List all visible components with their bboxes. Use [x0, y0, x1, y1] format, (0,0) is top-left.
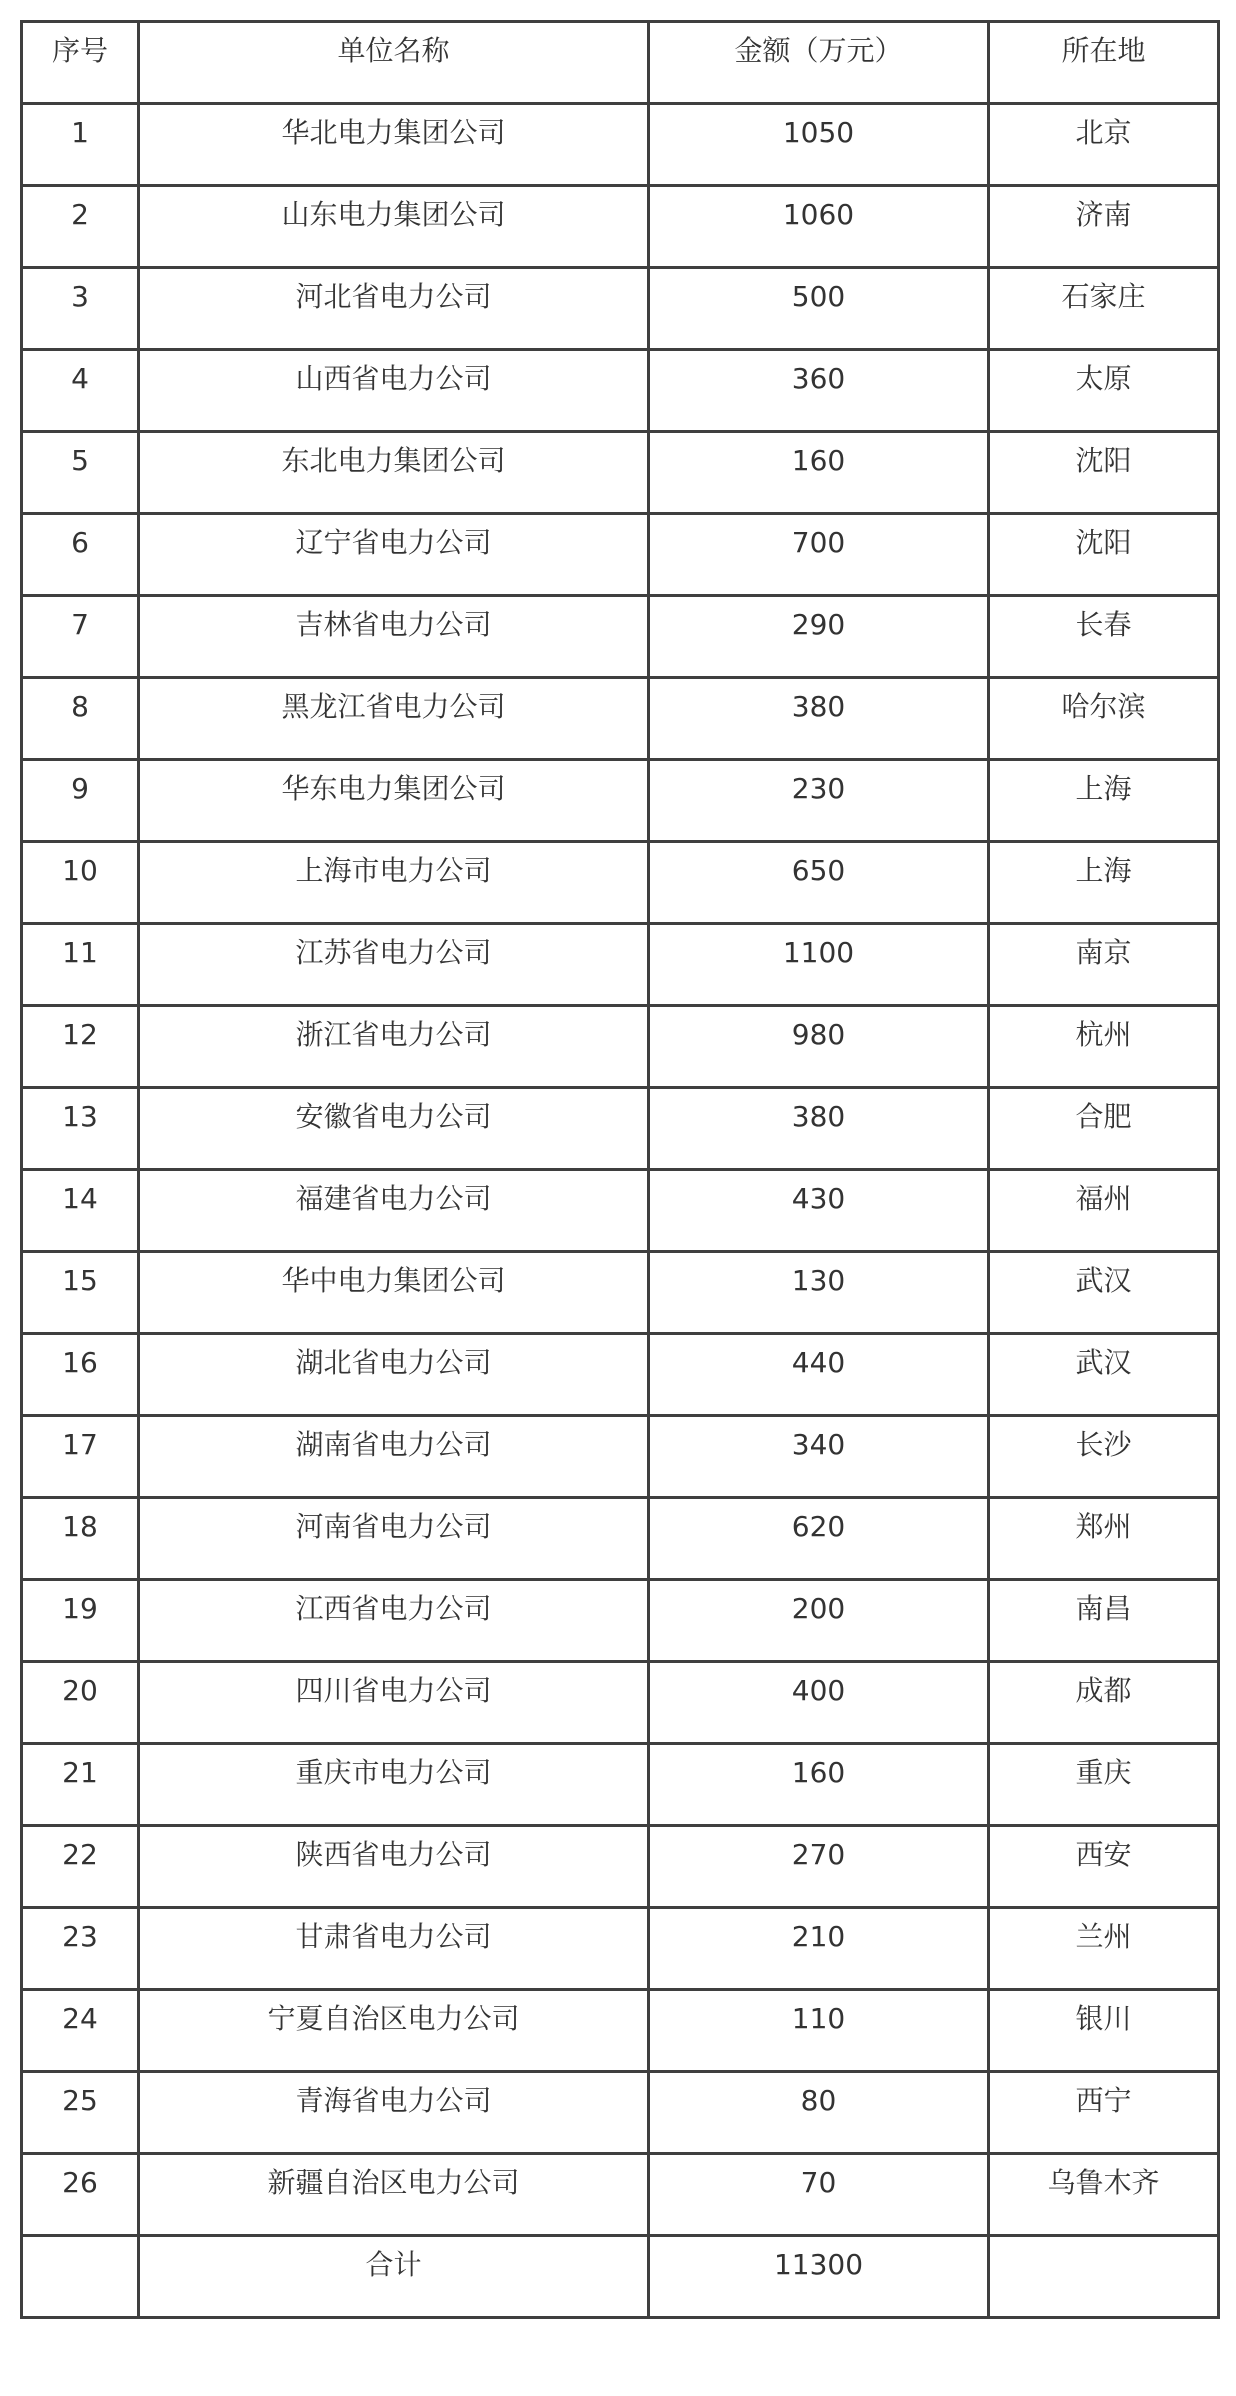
cell-location: [989, 1990, 1219, 2072]
cell-location-text: 上海: [1075, 772, 1132, 805]
cell-unit-name: [139, 268, 649, 350]
cell-index: [22, 268, 139, 350]
cell-unit-name-text: 新疆自治区电力公司: [267, 2166, 520, 2199]
cell-unit-name-text: 江苏省电力公司: [295, 936, 492, 969]
cell-index: [22, 186, 139, 268]
cell-unit-name: [139, 760, 649, 842]
cell-amount: [649, 514, 989, 596]
cell-amount-text: 380: [791, 690, 846, 723]
table-row: [22, 1580, 1219, 1662]
cell-amount-text: 110: [791, 2002, 846, 2035]
cell-index-text: 11: [62, 936, 98, 969]
cell-unit-name-text: 辽宁省电力公司: [295, 526, 492, 559]
cell-unit-name: [139, 1498, 649, 1580]
cell-location: [989, 1334, 1219, 1416]
cell-amount-text: 160: [791, 444, 846, 477]
table-row: [22, 350, 1219, 432]
cell-index: [22, 1170, 139, 1252]
cell-location-text: 武汉: [1075, 1264, 1132, 1297]
cell-index-text: 9: [71, 772, 89, 805]
cell-unit-name-text: 河南省电力公司: [295, 1510, 492, 1543]
allocation-table: [20, 20, 1220, 2319]
cell-unit-name: [139, 1170, 649, 1252]
header-cell-index: [22, 22, 139, 104]
cell-index-text: 21: [62, 1756, 98, 1789]
cell-location-text: 济南: [1075, 198, 1132, 231]
cell-amount-text: 290: [791, 608, 846, 641]
total-cell-amount: [649, 2236, 989, 2318]
cell-index: [22, 1662, 139, 1744]
table-row: [22, 1088, 1219, 1170]
cell-amount: [649, 2072, 989, 2154]
cell-index-text: 23: [62, 1920, 98, 1953]
table-row: [22, 1416, 1219, 1498]
cell-index: [22, 678, 139, 760]
cell-location-text: 南京: [1075, 936, 1132, 969]
cell-location: [989, 678, 1219, 760]
total-cell-location: [989, 2236, 1219, 2318]
cell-unit-name: [139, 432, 649, 514]
cell-index-text: 1: [71, 116, 89, 149]
cell-location: [989, 1908, 1219, 1990]
cell-unit-name-text: 宁夏自治区电力公司: [267, 2002, 520, 2035]
cell-amount-text: 80: [800, 2084, 837, 2117]
cell-amount: [649, 842, 989, 924]
cell-amount-text: 230: [791, 772, 846, 805]
cell-amount: [649, 2154, 989, 2236]
table-row: [22, 1744, 1219, 1826]
cell-location-text: 哈尔滨: [1061, 690, 1146, 723]
cell-amount-text: 200: [791, 1592, 846, 1625]
cell-amount: [649, 268, 989, 350]
cell-location-text: 兰州: [1075, 1920, 1132, 1953]
cell-index: [22, 350, 139, 432]
cell-unit-name: [139, 1416, 649, 1498]
cell-amount-text: 360: [791, 362, 846, 395]
cell-unit-name-text: 甘肃省电力公司: [295, 1920, 492, 1953]
cell-location: [989, 1006, 1219, 1088]
cell-unit-name-text: 华中电力集团公司: [281, 1264, 506, 1297]
cell-location-text: 南昌: [1075, 1592, 1132, 1625]
cell-index: [22, 514, 139, 596]
table-row: [22, 268, 1219, 350]
total-amount-text: 11300: [773, 2248, 864, 2281]
cell-location-text: 沈阳: [1075, 526, 1132, 559]
cell-index: [22, 1908, 139, 1990]
cell-location-text: 重庆: [1075, 1756, 1132, 1789]
cell-location: [989, 1580, 1219, 1662]
cell-location: [989, 432, 1219, 514]
cell-amount-text: 160: [791, 1756, 846, 1789]
cell-location-text: 太原: [1075, 362, 1132, 395]
cell-location-text: 郑州: [1075, 1510, 1132, 1543]
table-row: [22, 432, 1219, 514]
cell-unit-name-text: 青海省电力公司: [295, 2084, 492, 2117]
header-amount-text: 金额（万元）: [734, 34, 903, 67]
cell-index-text: 15: [62, 1264, 98, 1297]
cell-location-text: 上海: [1075, 854, 1132, 887]
table-row: [22, 1334, 1219, 1416]
cell-location-text: 合肥: [1075, 1100, 1132, 1133]
cell-amount: [649, 1252, 989, 1334]
table-row: [22, 678, 1219, 760]
cell-location: [989, 104, 1219, 186]
table-row: [22, 1908, 1219, 1990]
header-cell-amount: [649, 22, 989, 104]
cell-index-text: 13: [62, 1100, 98, 1133]
table-row: [22, 2154, 1219, 2236]
cell-amount: [649, 350, 989, 432]
cell-index: [22, 1334, 139, 1416]
cell-index: [22, 2072, 139, 2154]
total-location-text: [990, 2237, 1217, 2248]
table-row: [22, 186, 1219, 268]
cell-unit-name: [139, 678, 649, 760]
table-row: [22, 1170, 1219, 1252]
cell-unit-name-text: 安徽省电力公司: [295, 1100, 492, 1133]
cell-amount: [649, 1826, 989, 1908]
table-row: [22, 924, 1219, 1006]
total-cell-index: [22, 2236, 139, 2318]
header-cell-location: [989, 22, 1219, 104]
cell-location: [989, 186, 1219, 268]
table-row: [22, 514, 1219, 596]
cell-unit-name-text: 上海市电力公司: [295, 854, 492, 887]
table-row: [22, 1006, 1219, 1088]
cell-index: [22, 842, 139, 924]
cell-location: [989, 1744, 1219, 1826]
table-row: [22, 1826, 1219, 1908]
cell-location-text: 武汉: [1075, 1346, 1132, 1379]
cell-location-text: 福州: [1075, 1182, 1132, 1215]
cell-unit-name: [139, 596, 649, 678]
cell-index-text: 19: [62, 1592, 98, 1625]
cell-index-text: 14: [62, 1182, 98, 1215]
cell-unit-name-text: 福建省电力公司: [295, 1182, 492, 1215]
cell-index: [22, 432, 139, 514]
cell-unit-name-text: 湖北省电力公司: [295, 1346, 492, 1379]
cell-unit-name-text: 东北电力集团公司: [281, 444, 506, 477]
cell-location-text: 北京: [1075, 116, 1132, 149]
cell-unit-name: [139, 924, 649, 1006]
cell-index: [22, 1744, 139, 1826]
cell-index-text: 24: [62, 2002, 98, 2035]
cell-location: [989, 1170, 1219, 1252]
cell-index-text: 17: [62, 1428, 98, 1461]
cell-amount: [649, 678, 989, 760]
cell-unit-name: [139, 1006, 649, 1088]
cell-amount-text: 1060: [782, 198, 855, 231]
cell-index: [22, 1252, 139, 1334]
cell-location: [989, 2072, 1219, 2154]
cell-amount: [649, 1662, 989, 1744]
cell-location: [989, 514, 1219, 596]
cell-index: [22, 1416, 139, 1498]
cell-amount: [649, 1416, 989, 1498]
cell-unit-name: [139, 186, 649, 268]
cell-location: [989, 924, 1219, 1006]
cell-amount-text: 270: [791, 1838, 846, 1871]
cell-index-text: 12: [62, 1018, 98, 1051]
cell-amount: [649, 1006, 989, 1088]
cell-location-text: 西安: [1075, 1838, 1132, 1871]
cell-location-text: 乌鲁木齐: [1047, 2166, 1160, 2199]
cell-unit-name-text: 黑龙江省电力公司: [281, 690, 506, 723]
cell-amount: [649, 1744, 989, 1826]
cell-amount-text: 70: [800, 2166, 837, 2199]
cell-location: [989, 760, 1219, 842]
cell-amount-text: 1100: [782, 936, 855, 969]
cell-index: [22, 104, 139, 186]
cell-location-text: 石家庄: [1061, 280, 1146, 313]
cell-amount-text: 1050: [782, 116, 855, 149]
cell-location: [989, 350, 1219, 432]
cell-index: [22, 1580, 139, 1662]
cell-index: [22, 1006, 139, 1088]
cell-location-text: 长沙: [1075, 1428, 1132, 1461]
cell-unit-name: [139, 1580, 649, 1662]
header-cell-unit-name: [139, 22, 649, 104]
cell-location-text: 银川: [1075, 2002, 1132, 2035]
cell-index-text: 3: [71, 280, 89, 313]
cell-unit-name-text: 山东电力集团公司: [281, 198, 506, 231]
cell-amount-text: 650: [791, 854, 846, 887]
cell-amount-text: 700: [791, 526, 846, 559]
cell-unit-name-text: 吉林省电力公司: [295, 608, 492, 641]
cell-amount: [649, 1908, 989, 1990]
cell-unit-name-text: 江西省电力公司: [295, 1592, 492, 1625]
header-location-text: 所在地: [1061, 34, 1146, 67]
cell-amount: [649, 1498, 989, 1580]
table-row: [22, 104, 1219, 186]
cell-location: [989, 1826, 1219, 1908]
cell-amount-text: 210: [791, 1920, 846, 1953]
cell-amount-text: 340: [791, 1428, 846, 1461]
cell-unit-name: [139, 2154, 649, 2236]
cell-unit-name-text: 陕西省电力公司: [295, 1838, 492, 1871]
cell-index: [22, 2154, 139, 2236]
cell-location-text: 西宁: [1075, 2084, 1132, 2117]
header-row: [22, 22, 1219, 104]
cell-amount-text: 130: [791, 1264, 846, 1297]
cell-index: [22, 760, 139, 842]
cell-unit-name-text: 山西省电力公司: [295, 362, 492, 395]
cell-amount-text: 620: [791, 1510, 846, 1543]
cell-index-text: 2: [71, 198, 89, 231]
cell-location: [989, 268, 1219, 350]
cell-amount: [649, 1990, 989, 2072]
cell-location: [989, 842, 1219, 924]
total-cell-label: [139, 2236, 649, 2318]
cell-index: [22, 1088, 139, 1170]
cell-amount: [649, 432, 989, 514]
cell-amount-text: 440: [791, 1346, 846, 1379]
cell-amount-text: 400: [791, 1674, 846, 1707]
cell-unit-name: [139, 1744, 649, 1826]
cell-amount-text: 500: [791, 280, 846, 313]
cell-location: [989, 1252, 1219, 1334]
cell-index-text: 18: [62, 1510, 98, 1543]
cell-index-text: 22: [62, 1838, 98, 1871]
cell-unit-name: [139, 104, 649, 186]
cell-amount-text: 380: [791, 1100, 846, 1133]
cell-index-text: 25: [62, 2084, 98, 2117]
cell-location: [989, 1498, 1219, 1580]
cell-amount: [649, 760, 989, 842]
cell-location: [989, 1416, 1219, 1498]
cell-index-text: 4: [71, 362, 89, 395]
allocation-table-container: [20, 20, 1220, 2319]
cell-index-text: 6: [71, 526, 89, 559]
cell-unit-name-text: 四川省电力公司: [295, 1674, 492, 1707]
cell-location: [989, 1662, 1219, 1744]
cell-amount: [649, 104, 989, 186]
table-row: [22, 2072, 1219, 2154]
cell-unit-name: [139, 2072, 649, 2154]
cell-index: [22, 1990, 139, 2072]
cell-location: [989, 596, 1219, 678]
cell-unit-name: [139, 1826, 649, 1908]
cell-unit-name-text: 重庆市电力公司: [295, 1756, 492, 1789]
table-row: [22, 596, 1219, 678]
cell-unit-name-text: 华北电力集团公司: [281, 116, 506, 149]
total-label-text: 合计: [365, 2248, 422, 2281]
cell-amount: [649, 924, 989, 1006]
cell-unit-name: [139, 1662, 649, 1744]
total-index-text: [23, 2237, 137, 2248]
cell-location-text: 长春: [1075, 608, 1132, 641]
cell-unit-name: [139, 350, 649, 432]
cell-index-text: 10: [62, 854, 98, 887]
cell-index-text: 5: [71, 444, 89, 477]
cell-unit-name-text: 湖南省电力公司: [295, 1428, 492, 1461]
cell-unit-name-text: 华东电力集团公司: [281, 772, 506, 805]
cell-index: [22, 1498, 139, 1580]
cell-location: [989, 2154, 1219, 2236]
cell-unit-name-text: 浙江省电力公司: [295, 1018, 492, 1051]
cell-unit-name-text: 河北省电力公司: [295, 280, 492, 313]
cell-unit-name: [139, 1252, 649, 1334]
cell-location: [989, 1088, 1219, 1170]
cell-unit-name: [139, 514, 649, 596]
cell-location-text: 杭州: [1075, 1018, 1132, 1051]
table-row: [22, 1252, 1219, 1334]
cell-amount: [649, 1088, 989, 1170]
cell-amount: [649, 1334, 989, 1416]
table-row: [22, 1662, 1219, 1744]
cell-amount-text: 430: [791, 1182, 846, 1215]
cell-unit-name: [139, 1334, 649, 1416]
cell-index-text: 16: [62, 1346, 98, 1379]
table-row: [22, 1498, 1219, 1580]
table-row: [22, 842, 1219, 924]
cell-location-text: 沈阳: [1075, 444, 1132, 477]
cell-unit-name: [139, 1088, 649, 1170]
cell-unit-name: [139, 1908, 649, 1990]
cell-amount: [649, 186, 989, 268]
cell-index: [22, 1826, 139, 1908]
cell-index: [22, 596, 139, 678]
cell-unit-name: [139, 842, 649, 924]
cell-index-text: 20: [62, 1674, 98, 1707]
header-index-text: 序号: [51, 34, 108, 67]
cell-index: [22, 924, 139, 1006]
table-row: [22, 1990, 1219, 2072]
total-row: [22, 2236, 1219, 2318]
header-unit-name-text: 单位名称: [337, 34, 450, 67]
cell-amount: [649, 596, 989, 678]
table-row: [22, 760, 1219, 842]
cell-index-text: 26: [62, 2166, 98, 2199]
cell-index-text: 7: [71, 608, 89, 641]
cell-amount-text: 980: [791, 1018, 846, 1051]
cell-index-text: 8: [71, 690, 89, 723]
cell-amount: [649, 1170, 989, 1252]
cell-unit-name: [139, 1990, 649, 2072]
cell-amount: [649, 1580, 989, 1662]
cell-location-text: 成都: [1075, 1674, 1132, 1707]
table-body: [22, 22, 1219, 2318]
